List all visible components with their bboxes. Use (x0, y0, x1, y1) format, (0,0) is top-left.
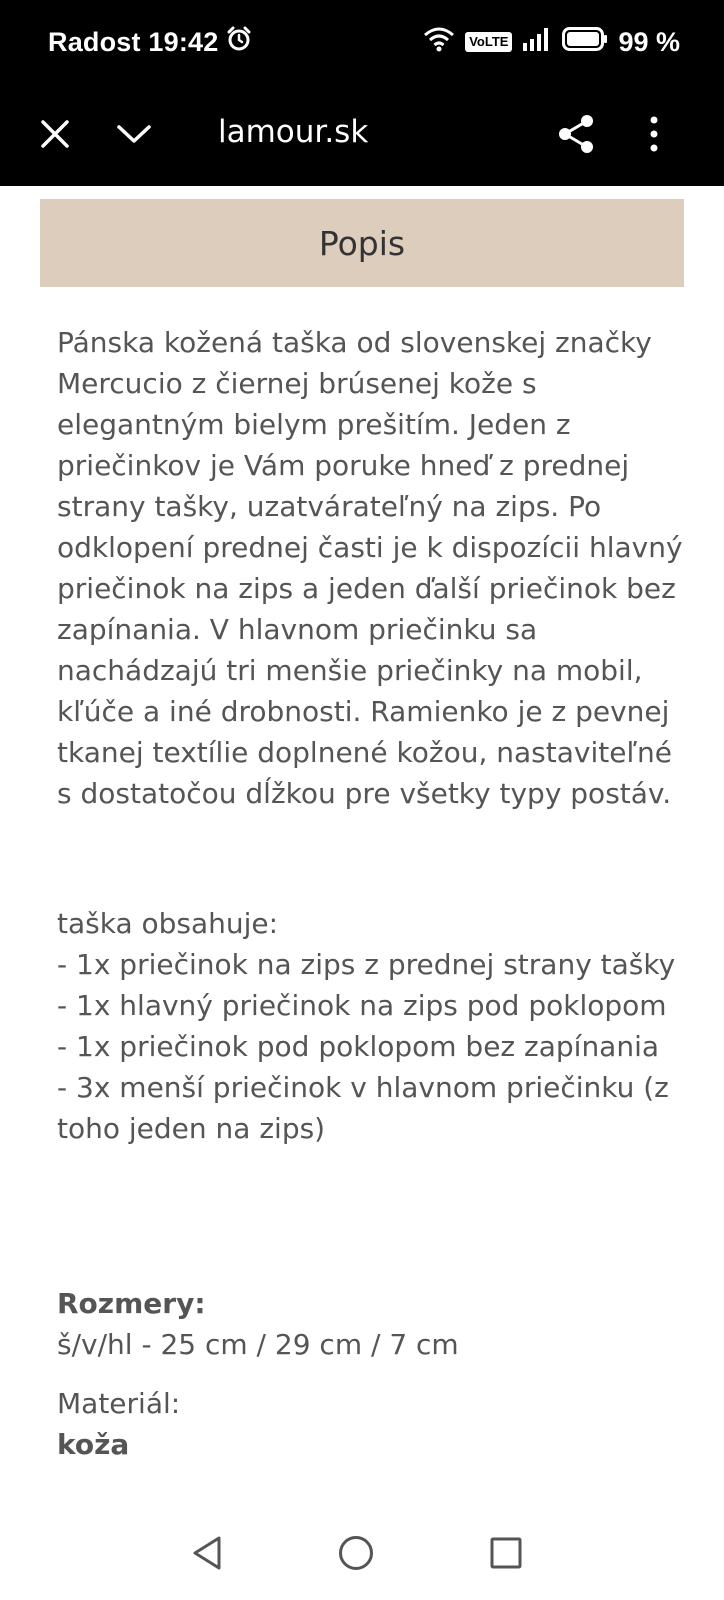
more-vertical-icon[interactable] (626, 106, 682, 162)
system-nav-bar (0, 1510, 724, 1600)
home-circle-icon[interactable] (331, 1528, 381, 1578)
material-label: Materiál: (57, 1387, 181, 1420)
close-icon[interactable] (27, 106, 83, 162)
share-icon[interactable] (548, 106, 604, 162)
contents-item: - 1x hlavný priečinok na zips pod poklopom (57, 989, 667, 1022)
recents-square-icon[interactable] (481, 1528, 531, 1578)
contents-list (57, 903, 687, 1149)
battery-percent: 99 % (618, 26, 680, 57)
status-left (48, 24, 252, 60)
section-header-popis[interactable]: Popis (40, 199, 684, 287)
signal-bars-icon (522, 27, 552, 58)
material-value: koža (57, 1428, 130, 1461)
status-bar (0, 0, 724, 84)
dimensions-value: š/v/hl - 25 cm / 29 cm / 7 cm (57, 1328, 459, 1361)
chevron-down-icon[interactable] (106, 106, 162, 162)
description-paragraph: Pánska kožená taška od slovenskej značky Mercucio z čiernej brúsenej kože s elegantným bielym prešitím. Jeden z priečinkov je Vám poruke hneď z prednej strany tašky, uzatvárateľný na zips. Po odklopení prednej časti je k dispozícii hlavný priečinok na zips a jeden ďalší priečinok bez zapínania. V hlavnom priečinku sa nachádzajú tri menšie priečinky na mobil, kľúče a iné drobnosti. Ramienko je z pevnej tkanej textílie doplnené kožou, nastaviteľné s dostatočou dĺžkou pre všetky typy postáv. (57, 326, 683, 810)
contents-item: - 1x priečinok pod poklopom bez zapínania (57, 1030, 660, 1063)
dimensions-block (57, 1283, 687, 1365)
carrier-time: Radost 19:42 (48, 26, 219, 57)
contents-item: - 3x menší priečinok v hlavnom priečinku (z toho jeden na zips) (57, 1071, 669, 1145)
product-description (57, 322, 687, 814)
wifi-icon (423, 26, 455, 59)
battery-icon (562, 27, 608, 58)
dimensions-label: Rozmery: (57, 1287, 206, 1320)
back-triangle-icon[interactable] (182, 1528, 232, 1578)
material-block (57, 1383, 687, 1465)
alarm-clock-icon (226, 26, 252, 59)
contents-title: taška obsahuje: (57, 907, 279, 940)
url-text[interactable]: lamour.sk (218, 114, 369, 150)
custom-tab-toolbar (0, 84, 724, 186)
volte-badge: VoLTE (465, 32, 512, 52)
contents-item: - 1x priečinok na zips z prednej strany tašky (57, 948, 676, 981)
status-right (423, 24, 680, 60)
